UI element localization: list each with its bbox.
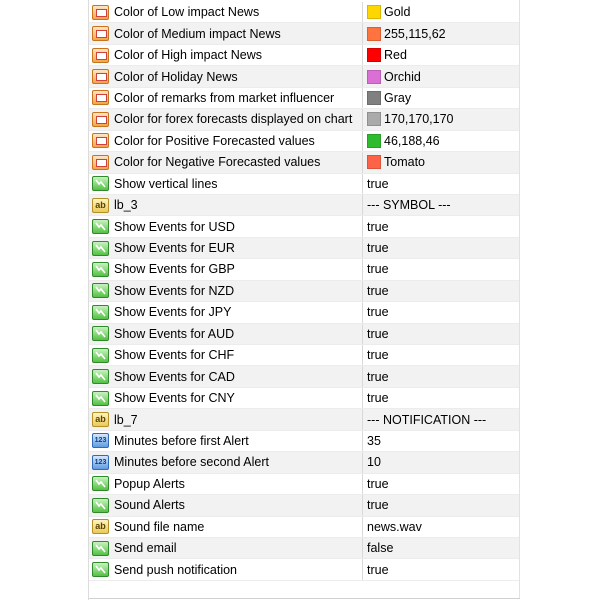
parameter-value-cell[interactable] bbox=[363, 152, 519, 172]
parameter-name-cell bbox=[89, 517, 363, 537]
parameter-name-cell bbox=[89, 474, 363, 494]
boolean-parameter-icon bbox=[92, 326, 109, 341]
color-swatch bbox=[367, 27, 381, 41]
parameter-value: true bbox=[367, 369, 389, 384]
parameter-value-cell[interactable] bbox=[363, 88, 519, 108]
parameter-row[interactable] bbox=[89, 302, 519, 323]
parameter-name-cell bbox=[89, 174, 363, 194]
parameter-name: Show Events for CHF bbox=[114, 348, 235, 363]
color-parameter-icon bbox=[92, 90, 109, 105]
color-swatch bbox=[367, 91, 381, 105]
number-parameter-icon: 123 bbox=[92, 455, 109, 470]
parameter-value: --- SYMBOL --- bbox=[367, 198, 451, 213]
parameter-value-cell[interactable] bbox=[363, 559, 519, 579]
parameter-name-cell bbox=[89, 538, 363, 558]
parameter-value-cell[interactable] bbox=[363, 345, 519, 365]
parameter-value-cell[interactable] bbox=[363, 259, 519, 279]
parameter-row[interactable] bbox=[89, 66, 519, 87]
parameter-value-cell[interactable] bbox=[363, 238, 519, 258]
parameter-name-cell bbox=[89, 302, 363, 322]
parameter-name-cell bbox=[89, 495, 363, 515]
boolean-parameter-icon bbox=[92, 283, 109, 298]
parameter-value: 255,115,62 bbox=[384, 26, 446, 41]
color-parameter-icon bbox=[92, 133, 109, 148]
parameter-value-cell[interactable] bbox=[363, 409, 519, 429]
parameter-row[interactable] bbox=[89, 2, 519, 23]
boolean-parameter-icon bbox=[92, 476, 109, 491]
parameter-row[interactable] bbox=[89, 23, 519, 44]
grid-right-border bbox=[519, 0, 520, 598]
parameter-name-cell bbox=[89, 388, 363, 408]
number-parameter-icon: 123 bbox=[92, 433, 109, 448]
parameter-value: true bbox=[367, 305, 389, 320]
parameter-name: Show Events for EUR bbox=[114, 241, 235, 256]
parameter-row[interactable] bbox=[89, 216, 519, 237]
parameter-value-cell[interactable] bbox=[363, 109, 519, 129]
parameter-name-cell bbox=[89, 409, 363, 429]
parameter-value: false bbox=[367, 541, 394, 556]
boolean-parameter-icon bbox=[92, 498, 109, 513]
parameter-row[interactable] bbox=[89, 109, 519, 130]
parameter-value: Gold bbox=[384, 5, 411, 20]
color-swatch bbox=[367, 70, 381, 84]
parameter-name: Popup Alerts bbox=[114, 476, 185, 491]
parameter-value: true bbox=[367, 348, 389, 363]
parameter-value: true bbox=[367, 262, 389, 277]
parameter-value: 46,188,46 bbox=[384, 133, 440, 148]
parameter-name: Minutes before first Alert bbox=[114, 433, 249, 448]
color-parameter-icon bbox=[92, 26, 109, 41]
parameter-row[interactable] bbox=[89, 152, 519, 173]
parameter-row[interactable] bbox=[89, 131, 519, 152]
parameter-name-cell bbox=[89, 431, 363, 451]
parameter-name: Show vertical lines bbox=[114, 176, 218, 191]
parameter-value-cell[interactable] bbox=[363, 538, 519, 558]
parameter-name: Color for Negative Forecasted values bbox=[114, 155, 321, 170]
parameter-name-cell bbox=[89, 45, 363, 65]
parameter-name: lb_7 bbox=[114, 412, 138, 427]
parameter-value-cell[interactable] bbox=[363, 495, 519, 515]
parameter-name-cell bbox=[89, 238, 363, 258]
parameter-row[interactable] bbox=[89, 495, 519, 516]
parameter-name: Color of remarks from market influencer bbox=[114, 90, 335, 105]
boolean-parameter-icon bbox=[92, 348, 109, 363]
color-swatch bbox=[367, 134, 381, 148]
parameter-row[interactable] bbox=[89, 345, 519, 366]
parameter-name-cell bbox=[89, 452, 363, 472]
boolean-parameter-icon bbox=[92, 391, 109, 406]
parameter-name: Send email bbox=[114, 541, 177, 556]
parameter-name-cell bbox=[89, 131, 363, 151]
parameter-value-cell[interactable] bbox=[363, 216, 519, 236]
parameter-value: Orchid bbox=[384, 69, 421, 84]
parameter-name-cell bbox=[89, 324, 363, 344]
parameter-name: Show Events for GBP bbox=[114, 262, 235, 277]
parameter-value-cell[interactable] bbox=[363, 66, 519, 86]
color-parameter-icon bbox=[92, 155, 109, 170]
parameter-value: true bbox=[367, 283, 389, 298]
string-parameter-icon: ab bbox=[92, 198, 109, 213]
parameter-value-cell[interactable] bbox=[363, 45, 519, 65]
parameter-row[interactable] bbox=[89, 388, 519, 409]
parameter-value: true bbox=[367, 391, 389, 406]
parameter-name: Minutes before second Alert bbox=[114, 455, 269, 470]
parameter-name: Send push notification bbox=[114, 562, 238, 577]
parameter-name-cell bbox=[89, 109, 363, 129]
parameter-value-cell[interactable] bbox=[363, 2, 519, 22]
parameter-value-cell[interactable] bbox=[363, 281, 519, 301]
parameter-value-cell[interactable] bbox=[363, 131, 519, 151]
string-parameter-icon: ab bbox=[92, 412, 109, 427]
parameter-value: true bbox=[367, 476, 389, 491]
parameter-name: Color of Medium impact News bbox=[114, 26, 281, 41]
parameter-value-cell[interactable] bbox=[363, 517, 519, 537]
parameter-value-cell[interactable] bbox=[363, 431, 519, 451]
boolean-parameter-icon bbox=[92, 369, 109, 384]
parameter-row[interactable] bbox=[89, 281, 519, 302]
parameter-value-cell[interactable] bbox=[363, 23, 519, 43]
parameter-value-cell[interactable] bbox=[363, 324, 519, 344]
boolean-parameter-icon bbox=[92, 219, 109, 234]
parameter-value: --- NOTIFICATION --- bbox=[367, 412, 487, 427]
parameter-name-cell bbox=[89, 2, 363, 22]
parameter-name: Show Events for NZD bbox=[114, 283, 235, 298]
parameter-name: Sound file name bbox=[114, 519, 205, 534]
parameter-name-cell bbox=[89, 259, 363, 279]
boolean-parameter-icon bbox=[92, 241, 109, 256]
parameter-row[interactable] bbox=[89, 517, 519, 538]
parameter-row[interactable] bbox=[89, 324, 519, 345]
parameter-row[interactable] bbox=[89, 559, 519, 580]
parameter-name-cell bbox=[89, 23, 363, 43]
parameter-name-cell bbox=[89, 66, 363, 86]
parameter-name-cell bbox=[89, 216, 363, 236]
color-swatch bbox=[367, 5, 381, 19]
color-parameter-icon bbox=[92, 112, 109, 127]
parameter-name-cell bbox=[89, 281, 363, 301]
parameter-name-cell bbox=[89, 88, 363, 108]
parameter-row[interactable] bbox=[89, 195, 519, 216]
parameter-name: Show Events for CNY bbox=[114, 391, 235, 406]
parameter-name: Show Events for AUD bbox=[114, 326, 235, 341]
color-parameter-icon bbox=[92, 5, 109, 20]
parameter-value-cell[interactable] bbox=[363, 366, 519, 386]
parameter-name: Show Events for CAD bbox=[114, 369, 235, 384]
parameter-value: Red bbox=[384, 48, 407, 63]
parameter-value: true bbox=[367, 241, 389, 256]
color-parameter-icon bbox=[92, 69, 109, 84]
parameter-name: lb_3 bbox=[114, 198, 138, 213]
boolean-parameter-icon bbox=[92, 305, 109, 320]
boolean-parameter-icon bbox=[92, 541, 109, 556]
grid-bottom-border bbox=[89, 598, 520, 599]
parameter-value: true bbox=[367, 219, 389, 234]
parameter-row[interactable] bbox=[89, 259, 519, 280]
parameter-name-cell bbox=[89, 366, 363, 386]
color-swatch bbox=[367, 48, 381, 62]
parameter-value: true bbox=[367, 562, 389, 577]
parameter-row[interactable] bbox=[89, 88, 519, 109]
parameter-value-cell[interactable] bbox=[363, 474, 519, 494]
parameter-row[interactable] bbox=[89, 474, 519, 495]
parameter-row[interactable] bbox=[89, 45, 519, 66]
parameter-value-cell[interactable] bbox=[363, 195, 519, 215]
parameter-value: Tomato bbox=[384, 155, 425, 170]
parameter-name: Color of Holiday News bbox=[114, 69, 238, 84]
parameter-name: Sound Alerts bbox=[114, 498, 185, 513]
parameter-value-cell[interactable] bbox=[363, 388, 519, 408]
parameter-value: true bbox=[367, 326, 389, 341]
parameter-value: 170,170,170 bbox=[384, 112, 454, 127]
parameter-row[interactable] bbox=[89, 366, 519, 387]
parameter-name-cell bbox=[89, 345, 363, 365]
parameter-name-cell bbox=[89, 559, 363, 579]
color-swatch bbox=[367, 155, 381, 169]
parameter-row[interactable] bbox=[89, 409, 519, 430]
boolean-parameter-icon bbox=[92, 262, 109, 277]
parameter-value-cell[interactable] bbox=[363, 452, 519, 472]
parameter-value-cell[interactable] bbox=[363, 302, 519, 322]
parameter-name: Color of Low impact News bbox=[114, 5, 260, 20]
parameter-value-cell[interactable] bbox=[363, 174, 519, 194]
parameter-name: Color for Positive Forecasted values bbox=[114, 133, 315, 148]
parameter-row[interactable] bbox=[89, 238, 519, 259]
parameter-row[interactable] bbox=[89, 452, 519, 473]
parameters-grid bbox=[89, 2, 519, 581]
parameter-value: true bbox=[367, 176, 389, 191]
color-swatch bbox=[367, 112, 381, 126]
string-parameter-icon: ab bbox=[92, 519, 109, 534]
parameter-row[interactable] bbox=[89, 174, 519, 195]
parameter-row[interactable] bbox=[89, 538, 519, 559]
boolean-parameter-icon bbox=[92, 562, 109, 577]
parameter-name: Color for forex forecasts displayed on chart bbox=[114, 112, 353, 127]
parameter-value: news.wav bbox=[367, 519, 422, 534]
parameter-value: Gray bbox=[384, 90, 412, 105]
parameter-name-cell bbox=[89, 195, 363, 215]
parameter-row[interactable] bbox=[89, 431, 519, 452]
boolean-parameter-icon bbox=[92, 176, 109, 191]
parameter-name: Show Events for USD bbox=[114, 219, 235, 234]
parameter-value: 35 bbox=[367, 433, 381, 448]
parameter-value: 10 bbox=[367, 455, 381, 470]
parameter-name-cell bbox=[89, 152, 363, 172]
color-parameter-icon bbox=[92, 48, 109, 63]
parameter-value: true bbox=[367, 498, 389, 513]
parameter-name: Show Events for JPY bbox=[114, 305, 232, 320]
parameter-name: Color of High impact News bbox=[114, 48, 262, 63]
